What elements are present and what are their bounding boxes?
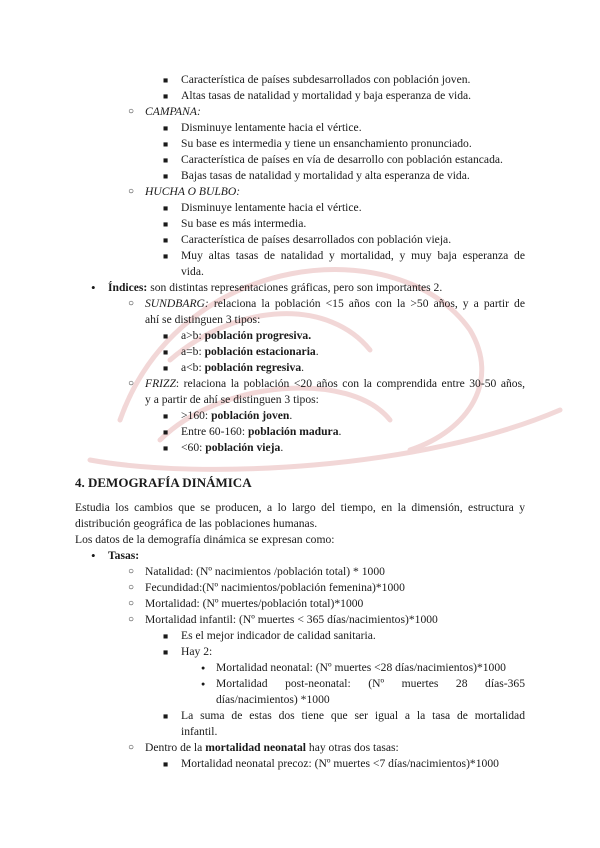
small-disc-bullet-icon: ● [201,680,206,688]
list-item: >160: población joven. [181,409,293,422]
small-disc-bullet-icon: ● [201,664,206,672]
paragraph: Los datos de la demografía dinámica se expresan como: [75,533,335,546]
list-item: Altas tasas de natalidad y mortalidad y baja esperanza de vida. [181,89,472,102]
disc-bullet-icon: • [91,280,96,295]
list-item: Es el mejor indicador de calidad sanitaria. [181,629,376,642]
list-item: Característica de países subdesarrollados con población joven. [181,73,471,86]
section-heading: 4. DEMOGRAFÍA DINÁMICA [75,475,252,490]
paragraph: Estudia los cambios que se producen, a lo largo del tiempo, en la dimensión, estructura y [75,501,525,514]
list-item: SUNDBARG: relaciona la población <15 años con la >50 años, y a partir de [145,297,525,310]
square-bullet-icon: ■ [163,171,169,181]
list-item: Tasas: [108,549,140,562]
list-item: Mortalidad post-neonatal: (Nº muertes 28 días-365 [216,677,525,690]
square-bullet-icon: ■ [163,347,169,357]
list-item: Disminuye lentamente hacia el vértice. [181,121,362,134]
list-item: FRIZZ: relaciona la población <20 años con la comprendida entre 30-50 años, [145,377,525,390]
square-bullet-icon: ■ [163,219,169,229]
square-bullet-icon: ■ [163,75,169,85]
list-item: a<b: población regresiva. [181,361,305,374]
list-item: Mortalidad neonatal: (Nº muertes <28 días/nacimientos)*1000 [216,661,506,674]
list-item-continuation: días/nacimientos) *1000 [216,693,330,706]
list-item: Hay 2: [181,645,213,658]
list-item: Su base es intermedia y tiene un ensanchamiento pronunciado. [181,137,472,150]
list-item: La suma de estas dos tiene que ser igual a la tasa de mortalidad [181,709,525,722]
list-item: Fecundidad:(Nº nacimientos/población femenina)*1000 [145,581,405,594]
square-bullet-icon: ■ [163,91,169,101]
list-item: Natalidad: (Nº nacimientos /población total) * 1000 [145,565,385,578]
square-bullet-icon: ■ [163,427,169,437]
circle-bullet-icon: ○ [128,598,135,609]
circle-bullet-icon: ○ [128,106,135,117]
list-item: CAMPANA: [145,105,201,118]
square-bullet-icon: ■ [163,139,169,149]
list-item: Mortalidad neonatal precoz: (Nº muertes <7 días/nacimientos)*1000 [181,757,499,770]
list-item: Mortalidad: (Nº muertes/población total)*1000 [145,597,364,610]
square-bullet-icon: ■ [163,155,169,165]
circle-bullet-icon: ○ [128,582,135,593]
square-bullet-icon: ■ [163,711,169,721]
square-bullet-icon: ■ [163,251,169,261]
list-item: Índices: son distintas representaciones gráficas, pero son importantes 2. [108,281,443,294]
list-item: a=b: población estacionaria. [181,345,319,358]
list-item: a>b: población progresiva. [181,329,312,342]
square-bullet-icon: ■ [163,235,169,245]
circle-bullet-icon: ○ [128,614,135,625]
list-item: Característica de países en vía de desarrollo con población estancada. [181,153,503,166]
list-item: Disminuye lentamente hacia el vértice. [181,201,362,214]
list-item: <60: población vieja. [181,441,284,454]
circle-bullet-icon: ○ [128,298,135,309]
list-item: Bajas tasas de natalidad y mortalidad y alta esperanza de vida. [181,169,470,182]
list-item: Entre 60-160: población madura. [181,425,342,438]
list-item: Su base es más intermedia. [181,217,307,230]
list-item: HUCHA O BULBO: [145,185,241,198]
circle-bullet-icon: ○ [128,566,135,577]
list-item-continuation: vida. [181,265,204,278]
square-bullet-icon: ■ [163,443,169,453]
list-item-continuation: y a partir de ahí se distinguen 3 tipos: [145,393,319,406]
list-item: Muy altas tasas de natalidad y mortalidad, y muy baja esperanza de [181,249,525,262]
list-item: Característica de países desarrollados con población vieja. [181,233,452,246]
paragraph-continuation: distribución geográfica de las poblaciones humanas. [75,517,318,530]
square-bullet-icon: ■ [163,411,169,421]
list-item: Dentro de la mortalidad neonatal hay otras dos tasas: [145,741,399,754]
disc-bullet-icon: • [91,548,96,563]
square-bullet-icon: ■ [163,631,169,641]
circle-bullet-icon: ○ [128,378,135,389]
list-item-continuation: ahí se distinguen 3 tipos: [145,313,261,326]
circle-bullet-icon: ○ [128,742,135,753]
circle-bullet-icon: ○ [128,186,135,197]
list-item-continuation: infantil. [181,725,218,738]
square-bullet-icon: ■ [163,123,169,133]
square-bullet-icon: ■ [163,203,169,213]
square-bullet-icon: ■ [163,363,169,373]
square-bullet-icon: ■ [163,331,169,341]
square-bullet-icon: ■ [163,759,169,769]
square-bullet-icon: ■ [163,647,169,657]
list-item: Mortalidad infantil: (Nº muertes < 365 días/nacimientos)*1000 [145,613,438,626]
